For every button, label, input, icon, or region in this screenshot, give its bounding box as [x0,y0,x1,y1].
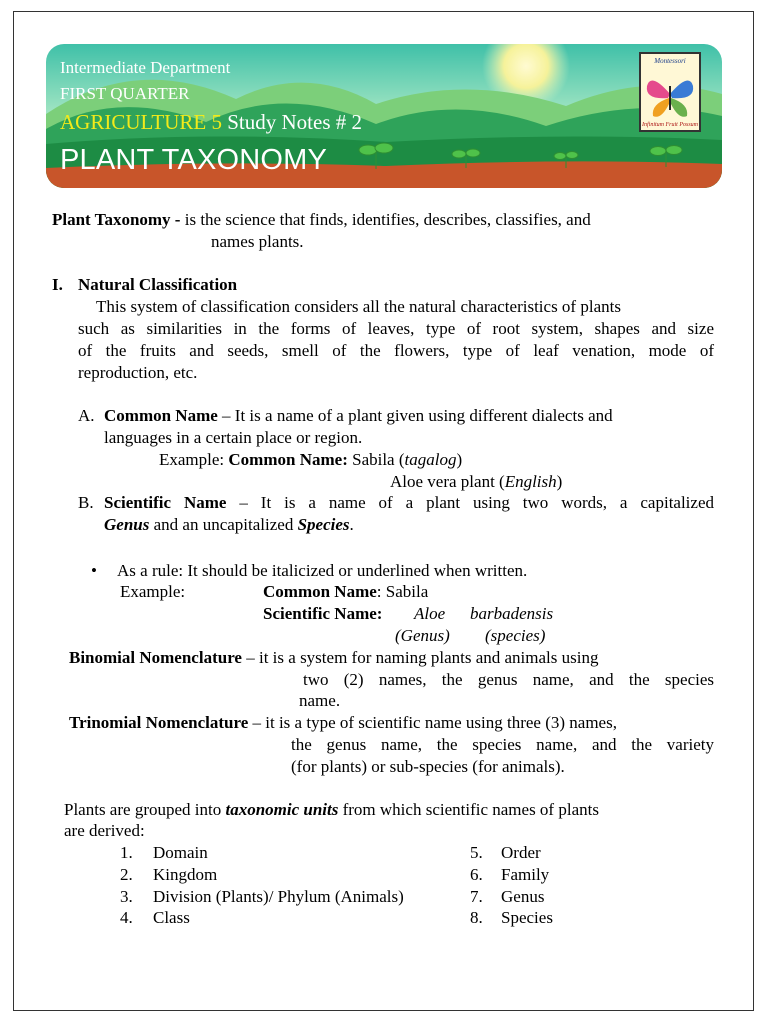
subject-name: AGRICULTURE 5 [60,110,222,134]
quarter-label: FIRST QUARTER [60,84,190,103]
definition-text: is the science that finds, identifies, describes, classifies, and [184,210,591,229]
binomial-term: Binomial Nomenclature [69,648,242,667]
units-intro-emphasis: taxonomic units [225,800,339,819]
list-item: Species [501,908,553,927]
school-logo [639,52,701,132]
list-item: Kingdom [153,865,218,884]
paragraph-line-3: of the fruits and seeds, smell of the flowers, type of leaf venation, mode of [78,341,714,360]
list-item-number: 5. [470,843,483,862]
example-value-2: Aloe vera plant ( [390,472,505,491]
trinomial-term: Trinomial Nomenclature [69,713,249,732]
rule-scientific-term [263,603,382,625]
list-item-number: 1. [120,843,133,862]
definition-line-1 [52,209,591,231]
example-common-term: Common Name: [228,450,348,469]
item-letter-b: B. [78,493,94,512]
rule-bullet: • [91,561,97,580]
scientific-name-period: . [349,515,354,534]
example-close-1: ) [456,450,463,469]
definition-line-2: names plants. [211,232,304,251]
units-intro-end: from which scientific names of plants [342,800,599,819]
rule-scientific-species: barbadensis [470,604,554,623]
rule-scientific-label: Scientific Name: [263,604,383,623]
binomial-text: – it is a system for naming plants and animals using [246,648,599,667]
list-item: Domain [153,843,208,862]
scientific-name-line-2 [104,514,354,536]
common-name-line-2: languages in a certain place or region. [104,428,363,447]
scientific-name-line-1 [104,492,714,514]
rule-example-label: Example: [120,582,186,601]
scientific-name-mid: and an uncapitalized [153,515,294,534]
paragraph-line-2: such as similarities in the forms of leaves, type of root system, shapes and size [78,319,714,338]
list-item-number: 7. [470,887,483,906]
example-label: Example: [159,450,225,469]
trinomial-line-3: (for plants) or sub-species (for animals). [291,757,565,776]
subject-line [60,110,362,135]
paragraph-line-4: reproduction, etc. [78,363,198,382]
list-item: Division (Plants)/ Phylum (Animals) [153,887,404,906]
list-item: Order [501,843,541,862]
common-name-line-1 [104,405,613,427]
logo-caption: Infinitum Fruit Possum [641,122,698,128]
definition-term: Plant Taxonomy - [52,210,181,229]
rule-scientific-genus: Aloe [414,604,446,623]
list-item: Family [501,865,550,884]
page-title: PLANT TAXONOMY [60,144,328,176]
trinomial-text: – it is a type of scientific name using three (3) names, [252,713,617,732]
list-item-number: 8. [470,908,483,927]
list-item-number: 2. [120,865,133,884]
genus-term: Genus [104,515,150,534]
scientific-name-term: Scientific Name [104,493,227,512]
trinomial-line-2: the genus name, the species name, and the variety [291,735,714,754]
species-caption: (species) [485,626,546,645]
common-name-example [159,449,462,471]
list-item-number: 4. [120,908,133,927]
common-name-example-2 [390,471,562,493]
example-value: Sabila ( [352,450,405,469]
common-name-text: – It is a name of a plant given using different dialects and [222,406,613,425]
binomial-line-1 [69,647,598,669]
binomial-line-2: two (2) names, the genus name, and the species [303,670,714,689]
header-banner [46,44,722,188]
example-language-1: tagalog [404,450,457,469]
list-item: Class [153,908,190,927]
rule-common-term: Common Name [263,582,377,601]
units-intro-line-2: are derived: [64,821,145,840]
units-intro-start: Plants are grouped into [64,800,222,819]
list-item: Genus [501,887,545,906]
department-label: Intermediate Department [60,58,231,77]
species-term: Species [297,515,350,534]
paragraph-line-1: This system of classification considers all the natural characteristics of plants [96,297,621,316]
rule-text: As a rule: It should be italicized or underlined when written. [117,561,528,580]
trinomial-line-1 [69,712,617,734]
genus-caption: (Genus) [395,626,450,645]
binomial-line-3: name. [299,691,341,710]
rule-common-name [263,581,428,603]
butterfly-icon [641,64,699,124]
example-language-2: English [504,472,557,491]
units-intro-line-1 [64,799,599,821]
scientific-name-text: – It is a name of a plant using two words, a capitalized [239,493,714,512]
item-letter-a: A. [78,406,95,425]
example-close-2: ) [556,472,563,491]
list-item-number: 3. [120,887,133,906]
list-item-number: 6. [470,865,483,884]
logo-top-text: Montessori [654,57,686,65]
rule-common-value: : Sabila [376,582,429,601]
section-number: I. [52,275,63,294]
study-notes-label: Study Notes # 2 [227,110,362,134]
common-name-term: Common Name [104,406,218,425]
section-heading: Natural Classification [78,275,238,294]
